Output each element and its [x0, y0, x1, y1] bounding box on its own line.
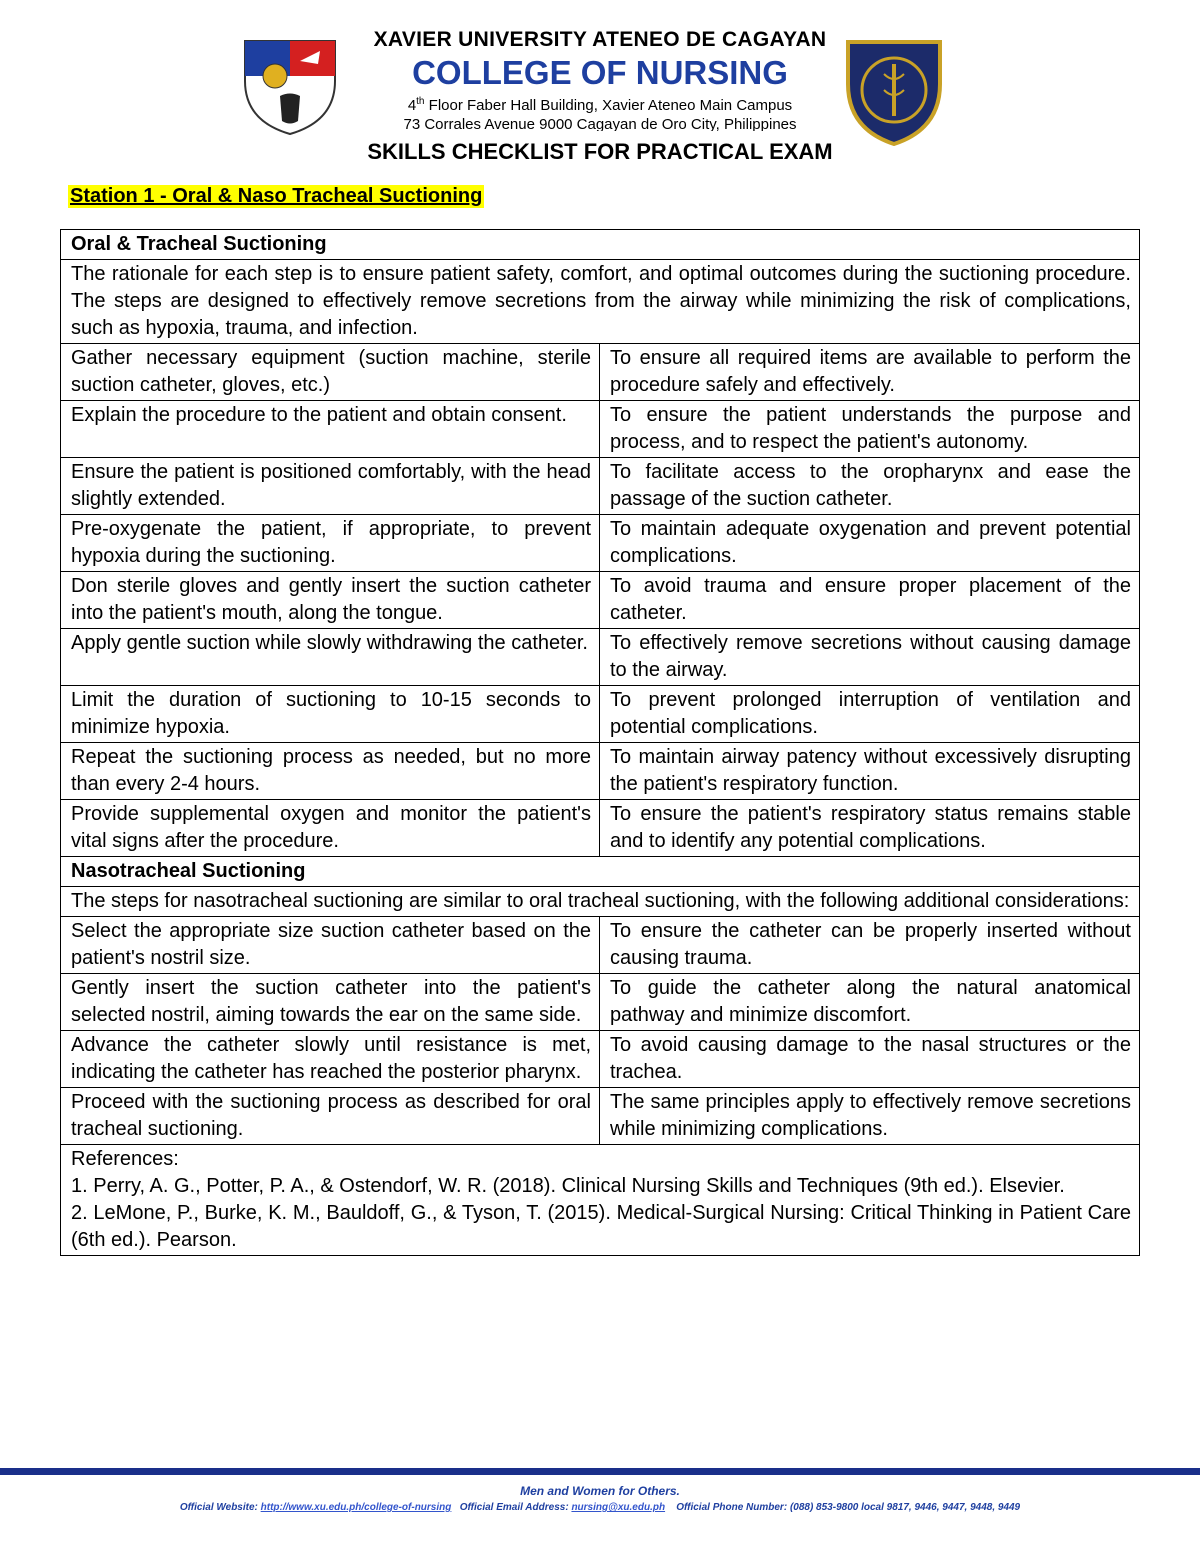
university-name: XAVIER UNIVERSITY ATENEO DE CAGAYAN	[373, 28, 827, 51]
section-heading-naso: Nasotracheal Suctioning	[61, 857, 1140, 887]
step-cell: Limit the duration of suctioning to 10-15 seconds to minimize hypoxia.	[61, 686, 600, 743]
website-label: Official Website:	[179, 1502, 261, 1513]
station-title: Station 1 - Oral & Naso Tracheal Suctioning	[70, 185, 483, 207]
address-floor: 4	[407, 97, 417, 114]
table-row	[61, 515, 1140, 572]
table-row	[61, 974, 1140, 1031]
table-row	[61, 1088, 1140, 1145]
address-line-1	[0, 96, 1200, 114]
college-name: COLLEGE OF NURSING	[412, 54, 788, 91]
address-line-2: 73 Corrales Avenue 9000 Cagayan de Oro City, Philippines	[403, 116, 797, 131]
rationale-cell: To guide the catheter along the natural anatomical pathway and minimize discomfort.	[600, 974, 1140, 1031]
letterhead	[0, 26, 1200, 136]
step-cell: Provide supplemental oxygen and monitor the patient's vital signs after the procedure.	[61, 800, 600, 857]
step-cell: Gather necessary equipment (suction machine, sterile suction catheter, gloves, etc.)	[61, 344, 600, 401]
footer-motto: Men and Women for Others.	[520, 1484, 680, 1498]
table-row	[61, 743, 1140, 800]
rationale-cell: To prevent prolonged interruption of ventilation and potential complications.	[600, 686, 1140, 743]
step-cell: Pre-oxygenate the patient, if appropriate, to prevent hypoxia during the suctioning.	[61, 515, 600, 572]
step-cell: Apply gentle suction while slowly withdrawing the catheter.	[61, 629, 600, 686]
table-row	[61, 344, 1140, 401]
website-link[interactable]: http://www.xu.edu.ph/college-of-nursing	[260, 1502, 452, 1513]
step-cell: Select the appropriate size suction catheter based on the patient's nostril size.	[61, 917, 600, 974]
section-heading-oral: Oral & Tracheal Suctioning	[61, 230, 1140, 260]
table-row	[61, 458, 1140, 515]
rationale-cell: To ensure the patient understands the purpose and process, and to respect the patient's autonomy.	[600, 401, 1140, 458]
rationale-cell: To maintain airway patency without excessively disrupting the patient's respiratory function.	[600, 743, 1140, 800]
rationale-cell: To ensure all required items are available to perform the procedure safely and effectively.	[600, 344, 1140, 401]
rationale-cell: The same principles apply to effectively remove secretions while minimizing complications.	[600, 1088, 1140, 1145]
step-cell: Explain the procedure to the patient and obtain consent.	[61, 401, 600, 458]
skills-checklist-table	[60, 229, 1140, 1256]
reference-item: 1. Perry, A. G., Potter, P. A., & Ostendorf, W. R. (2018). Clinical Nursing Skills and Techniques (9th ed.). Elsevier.	[71, 1175, 1065, 1197]
address-line-1-rest: Floor Faber Hall Building, Xavier Ateneo Main Campus	[424, 97, 793, 114]
table-row	[61, 629, 1140, 686]
step-cell: Repeat the suctioning process as needed, but no more than every 2-4 hours.	[61, 743, 600, 800]
rationale-cell: To effectively remove secretions without causing damage to the airway.	[600, 629, 1140, 686]
rationale-cell: To ensure the catheter can be properly inserted without causing trauma.	[600, 917, 1140, 974]
address-floor-sup: th	[416, 96, 425, 107]
table-row	[61, 572, 1140, 629]
table-row	[61, 401, 1140, 458]
phone-number: (088) 853-9800 local 9817, 9446, 9447, 9448, 9449	[789, 1502, 1021, 1513]
phone-label: Official Phone Number:	[676, 1502, 790, 1513]
step-cell: Ensure the patient is positioned comfortably, with the head slightly extended.	[61, 458, 600, 515]
footer-divider	[0, 1468, 1200, 1475]
table-row	[61, 917, 1140, 974]
references-heading: References:	[71, 1148, 179, 1170]
rationale-cell: To ensure the patient's respiratory status remains stable and to identify any potential complications.	[600, 800, 1140, 857]
reference-item: 2. LeMone, P., Burke, K. M., Bauldoff, G., & Tyson, T. (2015). Medical-Surgical Nursing: Critical Thinking in Patient Care (6th ed.). Pearson.	[71, 1202, 1131, 1251]
footer-contact	[0, 1502, 1200, 1513]
rationale-cell: To avoid causing damage to the nasal structures or the trachea.	[600, 1031, 1140, 1088]
step-cell: Proceed with the suctioning process as described for oral tracheal suctioning.	[61, 1088, 600, 1145]
document-title: SKILLS CHECKLIST FOR PRACTICAL EXAM	[367, 139, 833, 164]
rationale-cell: To avoid trauma and ensure proper placement of the catheter.	[600, 572, 1140, 629]
references-cell	[61, 1145, 1140, 1256]
step-cell: Don sterile gloves and gently insert the suction catheter into the patient's mouth, along the tongue.	[61, 572, 600, 629]
table-row	[61, 686, 1140, 743]
table-row	[61, 800, 1140, 857]
step-cell: Advance the catheter slowly until resistance is met, indicating the catheter has reached the posterior pharynx.	[61, 1031, 600, 1088]
email-label: Official Email Address:	[459, 1502, 572, 1513]
email-link[interactable]: nursing@xu.edu.ph	[571, 1502, 666, 1513]
rationale-cell: To maintain adequate oxygenation and prevent potential complications.	[600, 515, 1140, 572]
college-of-nursing-seal-icon	[838, 34, 950, 146]
step-cell: Gently insert the suction catheter into the patient's selected nostril, aiming towards the ear on the same side.	[61, 974, 600, 1031]
section-intro-oral: The rationale for each step is to ensure patient safety, comfort, and optimal outcomes during the suctioning procedure. The steps are designed to effectively remove secretions from the airway while minimizing the risk of complications, such as hypoxia, trauma, and infection.	[61, 260, 1140, 344]
table-row	[61, 1031, 1140, 1088]
rationale-cell: To facilitate access to the oropharynx and ease the passage of the suction catheter.	[600, 458, 1140, 515]
section-intro-naso: The steps for nasotracheal suctioning are similar to oral tracheal suctioning, with the following additional considerations:	[61, 887, 1140, 917]
